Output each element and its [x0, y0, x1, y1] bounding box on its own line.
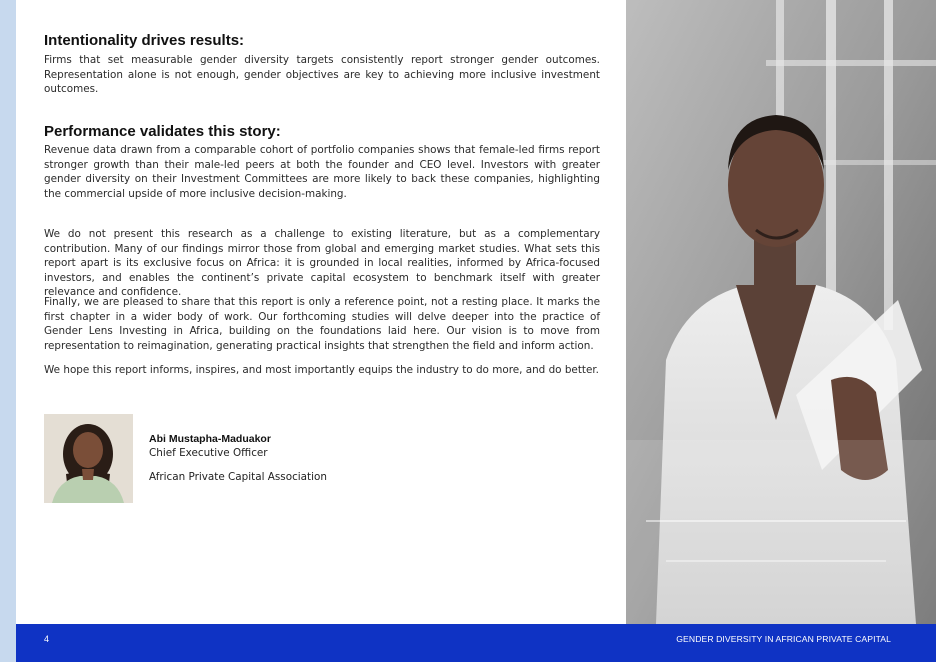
paragraph-reference-point: Finally, we are pleased to share that this report is only a reference point, not a resting place. It marks the first chapter in a wider body of work. Our forthcoming studies will delve deeper into the practice of Gender Lens Investing in Africa, building on the foundations laid here. Our vision is to move from representation to reimagination, generating practical insights that strengthen the field and inform action. — [44, 296, 600, 352]
paragraph-closing: We hope this report informs, inspires, and most importantly equips the industry to do more, and do better. — [44, 364, 599, 376]
author-role: Chief Executive Officer — [149, 447, 268, 459]
section-heading-performance: Performance validates this story: — [44, 123, 281, 140]
section-body-intentionality: Firms that set measurable gender diversity targets consistently report stronger gender outcomes. Representation alone is not enough, gender objectives are key to achieving more inclusive investment outcomes. — [44, 54, 600, 96]
section-heading-intentionality: Intentionality drives results: — [44, 32, 245, 49]
page-edge-stripe — [0, 0, 16, 662]
author-portrait — [44, 414, 133, 503]
author-name: Abi Mustapha-Maduakor — [149, 433, 271, 445]
author-organization: African Private Capital Association — [149, 471, 327, 483]
section-body-performance: Revenue data drawn from a comparable cohort of portfolio companies shows that female-led firms report stronger growth than their male-led peers at both the founder and CEO level. Investors with greater gender diversity on their Investment Committees are more likely to back these companies, highlighting the commercial upside of more inclusive decision-making. — [44, 144, 600, 200]
report-title: GENDER DIVERSITY IN AFRICAN PRIVATE CAPITAL — [676, 634, 891, 644]
paragraph-contribution: We do not present this research as a challenge to existing literature, but as a complementary contribution. Many of our findings mirror those from global and emerging market studies. What sets this report apart is its exclusive focus on Africa: it is grounded in local realities, informed by Africa-focused investors, and enables the continent’s private capital ecosystem to benchmark itself with greater relevance and confidence. — [44, 228, 600, 299]
hero-photo — [626, 0, 936, 624]
footer-bar — [16, 624, 936, 662]
page-number: 4 — [44, 634, 50, 644]
signature-block — [44, 414, 444, 504]
